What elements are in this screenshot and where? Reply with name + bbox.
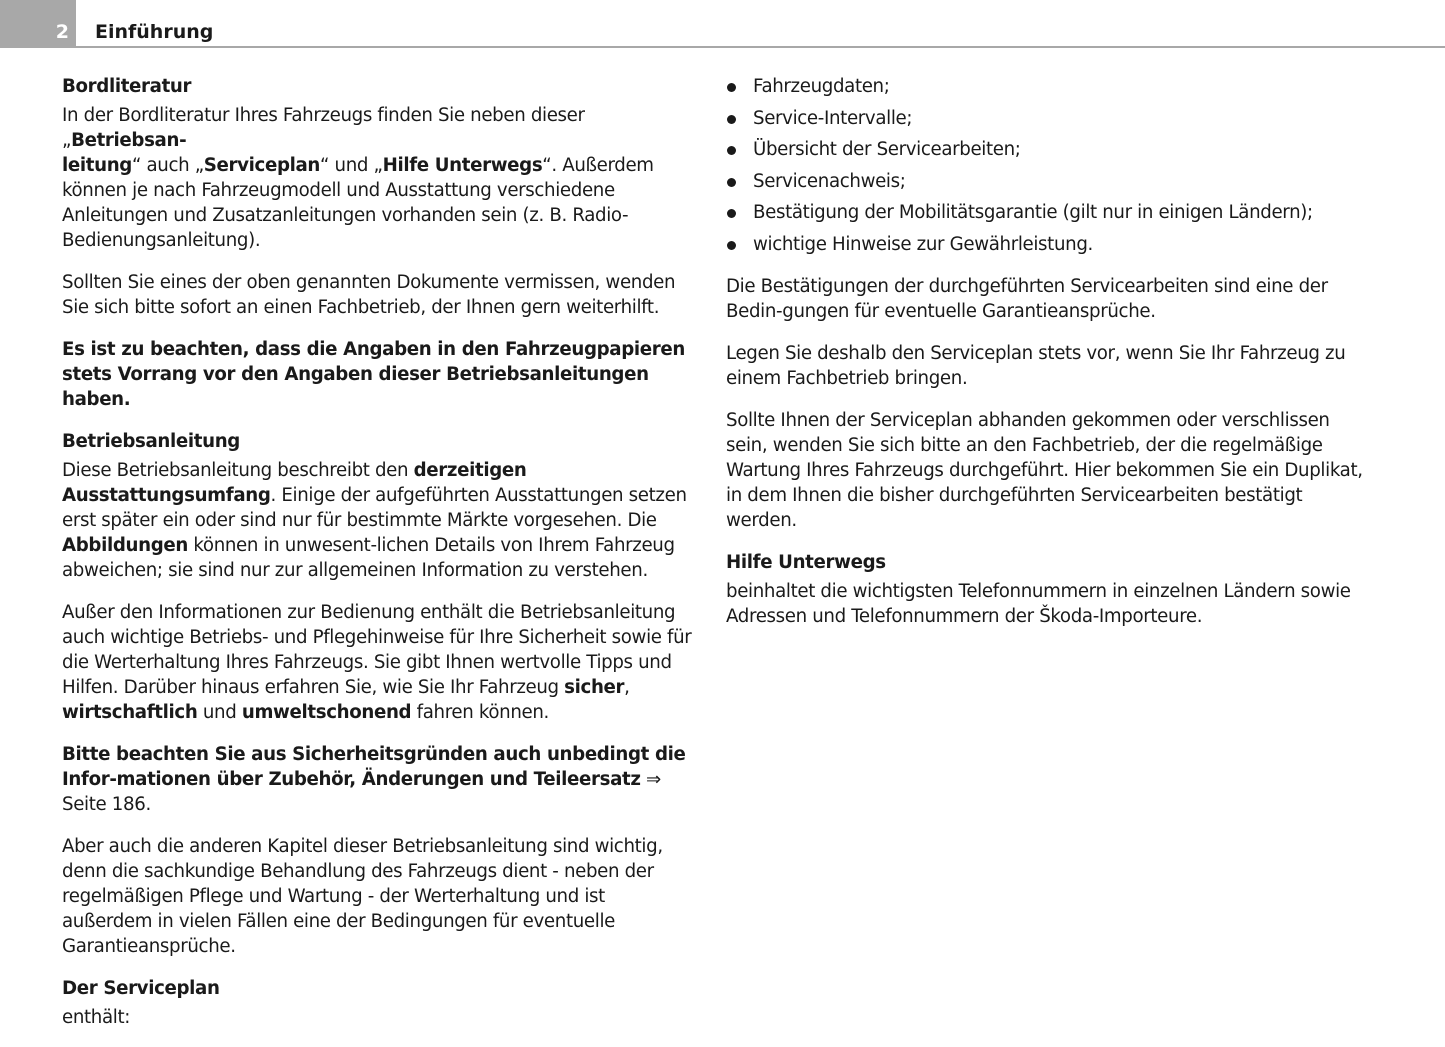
page-reference-link[interactable]: Seite 186. [62,794,151,815]
safety-note: Bitte beachten Sie aus Sicherheitsgründen auch unbedingt die Infor-mationen über Zubehör, Änderungen und Teileersatz ⇒ Seite 186. [62,744,686,815]
heading-serviceplan: Der Serviceplan [62,978,220,999]
list-item: Fahrzeugdaten; [726,74,1366,99]
list-item: wichtige Hinweise zur Gewährleistung. [726,232,1366,257]
betriebsanleitung-paragraph-2: Außer den Informationen zur Bedienung enthält die Betriebsanleitung auch wichtige Betriebs- und Pflegehinweise für Ihre Sicherheit sowie für die Werterhaltung Ihres Fahrzeugs. Sie gibt Ihnen wertvolle Tipps und Hilfen. Darüber hinaus erfahren Sie, wie Sie Ihr Fahrzeug sicher, wirtschaftlich und umweltschonend fahren können. [62,602,692,723]
page-number: 2 [0,0,76,46]
serviceplan-intro: enthält: [62,1007,131,1028]
list-item: Service-Intervalle; [726,106,1366,131]
heading-hilfe-unterwegs: Hilfe Unterwegs [726,551,886,573]
bordliteratur-note: Es ist zu beachten, dass die Angaben in den Fahrzeugpapieren stets Vorrang vor den Angaben dieser Betriebsanleitungen haben. [62,339,685,410]
bordliteratur-paragraph-2: Sollten Sie eines der oben genannten Dokumente vermissen, wenden Sie sich bitte sofort an einen Fachbetrieb, der Ihnen gern weiterhilft. [62,272,676,318]
bordliteratur-paragraph-1: In der Bordliteratur Ihres Fahrzeugs finden Sie neben dieser „Betriebsan- leitung“ auch „Serviceplan“ und „Hilfe Unterwegs“. Außerdem können je nach Fahrzeugmodell und Ausstattung verschiedene Anleitungen und Zusatzanleitungen vorhanden sein (z. B. Radio-Bedienungsanleitung). [62,105,654,251]
hilfe-unterwegs-text: beinhaltet die wichtigsten Telefonnummern in einzelnen Ländern sowie Adressen und Telefonnummern der Škoda-Importeure. [726,580,1351,627]
left-column [62,74,694,1047]
heading-betriebsanleitung: Betriebsanleitung [62,431,240,452]
right-column [726,74,1366,646]
serviceplan-paragraph-1: Die Bestätigungen der durchgeführten Servicearbeiten sind eine der Bedin-gungen für eventuelle Garantieansprüche. [726,275,1328,322]
heading-bordliteratur: Bordliteratur [62,76,192,97]
list-item: Servicenachweis; [726,169,1366,194]
betriebsanleitung-paragraph-3: Aber auch die anderen Kapitel dieser Betriebsanleitung sind wichtig, denn die sachkundige Behandlung des Fahrzeugs dient - neben der regelmäßigen Pflege und Wartung - der Werterhaltung und ist außerdem in vielen Fällen eine der Bedingungen für eventuelle Garantieansprüche. [62,836,663,957]
list-item: Bestätigung der Mobilitätsgarantie (gilt nur in einigen Ländern); [726,200,1366,225]
serviceplan-paragraph-3: Sollte Ihnen der Serviceplan abhanden gekommen oder verschlissen sein, wenden Sie sich bitte an den Fachbetrieb, der die regelmäßige Wartung Ihres Fahrzeugs durchgeführt. Hier bekommen Sie ein Duplikat, in dem Ihnen die bisher durchgeführten Servicearbeiten bestätigt werden. [726,409,1363,531]
page-header [0,0,1445,48]
serviceplan-contents-list [726,74,1366,257]
list-item: Übersicht der Servicearbeiten; [726,137,1366,162]
chapter-title: Einführung [95,21,214,43]
betriebsanleitung-paragraph-1: Diese Betriebsanleitung beschreibt den derzeitigen Ausstattungsumfang. Einige der aufgeführten Ausstattungen setzen erst später ein oder sind nur für bestimmte Märkte vorgesehen. Die Abbildungen können in unwesent-lichen Details von Ihrem Fahrzeug abweichen; sie sind nur zur allgemeinen Information zu verstehen. [62,460,687,581]
serviceplan-paragraph-2: Legen Sie deshalb den Serviceplan stets vor, wenn Sie Ihr Fahrzeug zu einem Fachbetrieb bringen. [726,342,1346,389]
reference-arrow-icon: ⇒ [640,769,661,790]
